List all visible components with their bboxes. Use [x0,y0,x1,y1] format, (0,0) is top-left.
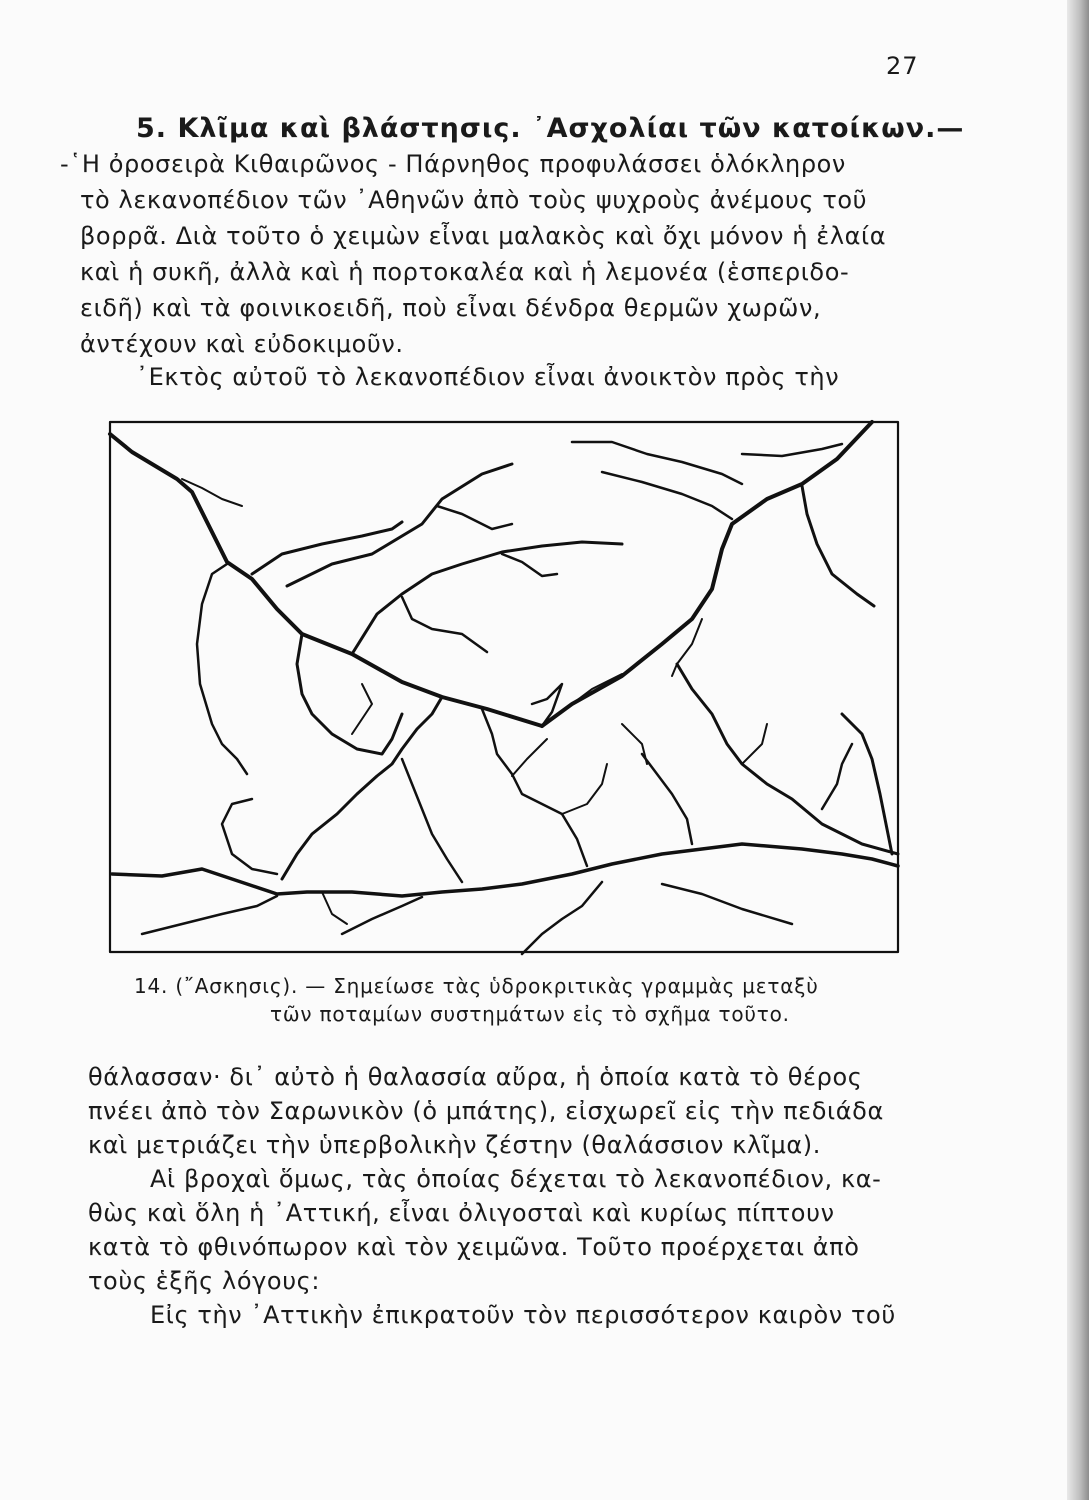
text-line: Εἰς τὴν ᾿Αττικὴν ἐπικρατοῦν τὸν περισσότερον καιρὸν τοῦ [150,1301,896,1329]
river-tributary [842,714,892,854]
river-tributary [482,709,587,866]
text-line: τοὺς ἑξῆς λόγους: [88,1267,321,1295]
river-tributary [502,554,557,576]
river-tributary [602,472,732,519]
text-line: ειδῆ) καὶ τὰ φοινικοειδῆ, ποὺ εἶναι δένδρα θερμῶν χωρῶν, [80,294,822,322]
river-tributary [402,597,487,652]
river-tributary [572,442,742,484]
river-tributary [342,897,422,934]
text-line: πνέει ἀπὸ τὸν Σαρωνικὸν (ὁ μπάτης), εἰσχωρεῖ εἰς τὴν πεδιάδα [88,1097,884,1125]
river-tributary [742,444,842,456]
river-tributary [802,486,874,606]
river-tributary [142,896,277,934]
river-tributary [562,764,607,814]
text-line: τὸ λεκανοπέδιον τῶν ᾿Αθηνῶν ἀπὸ τοὺς ψυχροὺς ἀνέμους τοῦ [80,186,868,214]
river-tributary [742,724,767,764]
page-edge-shadow [1067,0,1089,1500]
river-south [112,844,898,896]
text-line: καὶ ἡ συκῆ, ἀλλὰ καὶ ἡ πορτοκαλέα καὶ ἡ λεμονέα (ἑσπεριδο- [80,258,850,286]
river-tributary [677,664,898,854]
river-tributary [512,739,547,776]
river-tributary [222,799,277,874]
river-tributary [672,619,702,676]
river-tributary [532,684,562,726]
text-line: βορρᾶ. Διὰ τοῦτο ὁ χειμὼν εἶναι μαλακὸς καὶ ὄχι μόνον ἡ ἐλαία [80,222,887,250]
river-tributary [352,542,622,654]
text-line: θάλασσαν· δι᾿ αὐτὸ ἡ θαλασσία αὔρα, ἡ ὁποία κατὰ τὸ θέρος [88,1063,863,1091]
text-line: θὼς καὶ ὅλη ἡ ᾿Αττική, εἶναι ὀλιγοσταὶ καὶ κυρίως πίπτουν [88,1199,835,1227]
river-tributary [642,754,692,844]
river-tributary [662,884,792,924]
figure-caption-line: τῶν ποταμίων συστημάτων εἰς τὸ σχῆμα τοῦτο. [270,1002,790,1026]
river-systems-figure [102,414,904,960]
river-tributary [522,882,602,954]
river-tributary [402,759,462,882]
page-number: 27 [886,52,919,80]
text-line: ἀντέχουν καὶ εὐδοκιμοῦν. [80,330,404,358]
river-main-east [542,422,872,726]
river-tributary [282,697,442,879]
river-tributary [437,506,512,529]
text-line: -῾Η ὀροσειρὰ Κιθαιρῶνος - Πάρνηθος προφυλάσσει ὁλόκληρον [60,150,846,178]
text-line: κατὰ τὸ φθινόπωρον καὶ τὸν χειμῶνα. Τοῦτο προέρχεται ἀπὸ [88,1233,860,1261]
text-line: καὶ μετριάζει τὴν ὑπερβολικὴν ζέστην (θαλάσσιον κλῖμα). [88,1131,821,1159]
text-line: Αἱ βροχαὶ ὅμως, τὰς ὁποίας δέχεται τὸ λεκανοπέδιον, κα- [150,1165,882,1193]
river-tributary [622,724,647,764]
river-tributary [322,892,347,924]
text-line: ᾿Εκτὸς αὐτοῦ τὸ λεκανοπέδιον εἶναι ἀνοικτὸν πρὸς τὴν [136,363,840,391]
river-tributary [197,564,247,774]
river-tributary [352,684,372,734]
figure-caption-line: 14. (῎Ασκησις). — Σημείωσε τὰς ὑδροκριτικὰς γραμμὰς μεταξὺ [134,974,819,998]
river-tributary [822,744,852,809]
section-heading: 5. Κλῖμα καὶ βλάστησις. ᾿Ασχολίαι τῶν κατοίκων.— [136,113,965,144]
